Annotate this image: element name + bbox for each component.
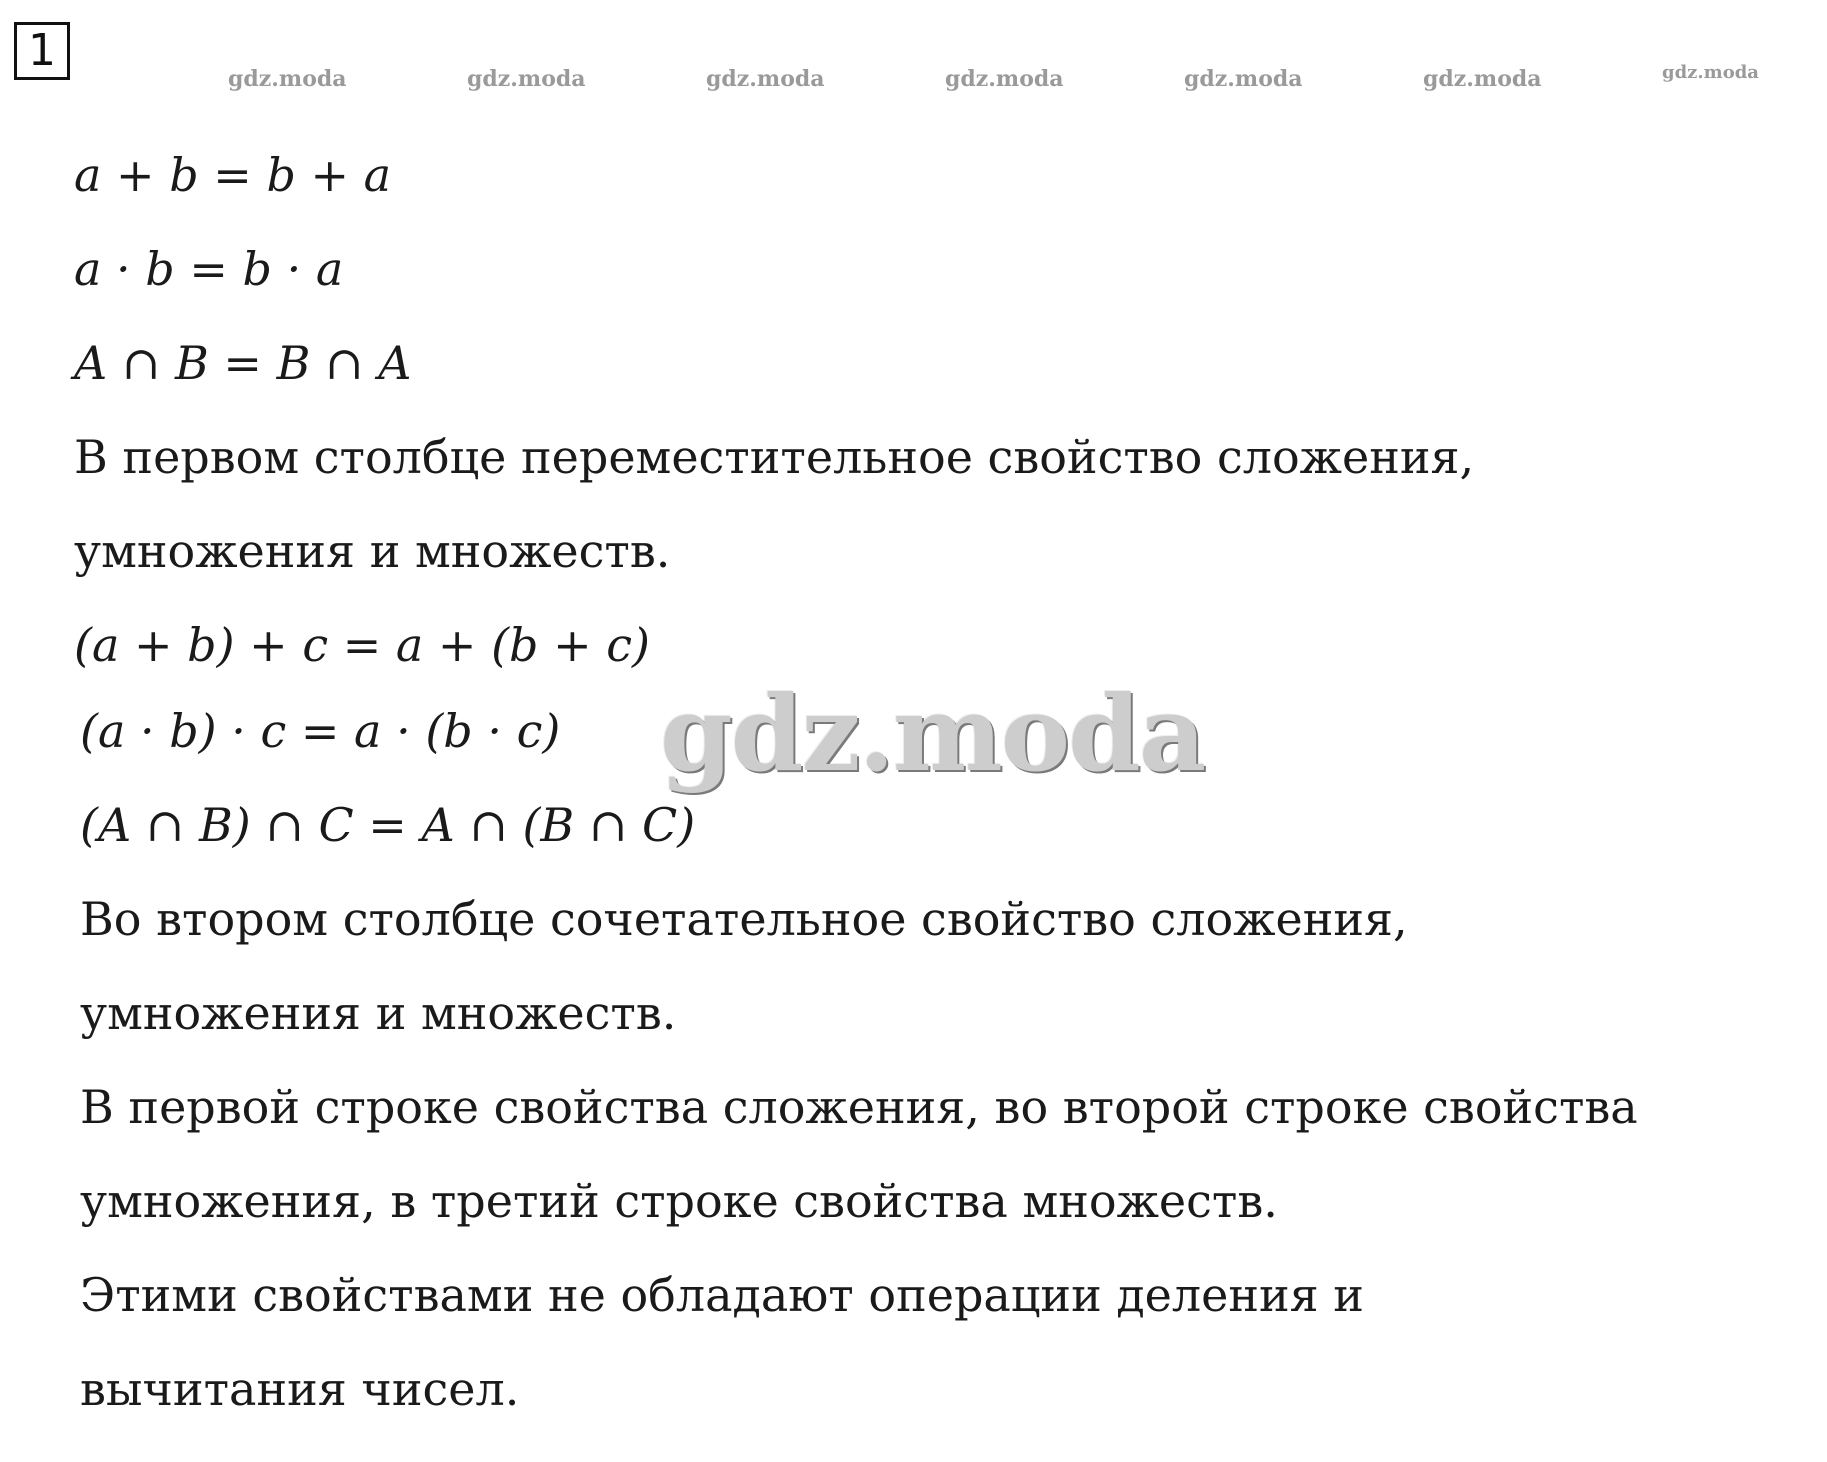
paragraph-line: умножения и множеств. — [74, 524, 671, 578]
watermark-logo: gdz.moda — [660, 672, 1205, 795]
paragraph-line: Во втором столбце сочетательное свойство сложения, — [80, 892, 1408, 946]
paragraph-line: Этими свойствами не обладают операции деления и — [80, 1268, 1364, 1322]
equation-associative-intersection: (A ∩ B) ∩ C = A ∩ (B ∩ C) — [80, 798, 696, 852]
watermark-text: gdz.moda — [1184, 66, 1303, 92]
equation-commutative-addition: a + b = b + a — [74, 148, 392, 202]
watermark-text: gdz.moda — [945, 66, 1064, 92]
watermark-text: gdz.moda — [706, 66, 825, 92]
watermark-row — [0, 62, 1827, 96]
paragraph-line: вычитания чисел. — [80, 1362, 520, 1416]
watermark-text: gdz.moda — [467, 66, 586, 92]
paragraph-line: В первом столбце переместительное свойство сложения, — [74, 430, 1475, 484]
equation-commutative-multiplication: a · b = b · a — [74, 242, 344, 296]
paragraph-line: умножения и множеств. — [80, 986, 677, 1040]
equation-associative-addition: (a + b) + c = a + (b + c) — [74, 618, 650, 672]
paragraph-line: В первой строке свойства сложения, во второй строке свойства — [80, 1080, 1638, 1134]
watermark-text: gdz.moda — [1423, 66, 1542, 92]
equation-associative-multiplication: (a · b) · c = a · (b · c) — [80, 704, 561, 758]
equation-commutative-intersection: A ∩ B = B ∩ A — [74, 336, 412, 390]
task-number-badge: 1 — [14, 22, 70, 80]
watermark-text: gdz.moda — [1662, 62, 1759, 83]
paragraph-line: умножения, в третий строке свойства множеств. — [80, 1174, 1278, 1228]
watermark-text: gdz.moda — [228, 66, 347, 92]
